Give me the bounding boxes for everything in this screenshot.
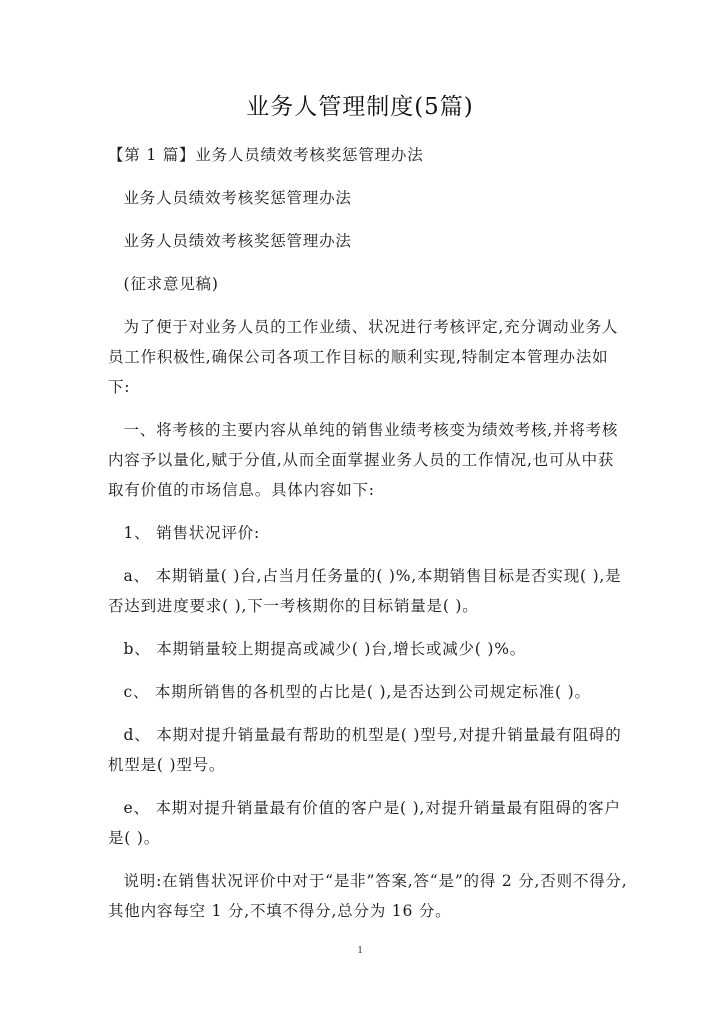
page-number: 1 [357, 944, 363, 956]
list-item: e、 本期对提升销量最有价值的客户是( ),对提升销量最有阻碍的客户是( )。 [108, 799, 621, 847]
list-item: c、 本期所销售的各机型的占比是( ),是否达到公司规定标准( )。 [123, 683, 591, 701]
paragraph: 业务人员绩效考核奖惩管理办法 [123, 189, 352, 207]
paragraph: (征求意见稿) [123, 275, 219, 293]
document-title: 业务人管理制度(5篇) [246, 94, 474, 120]
document-body [108, 140, 628, 939]
paragraph: 为了便于对业务人员的工作业绩、状况进行考核评定,充分调动业务人员工作积极性,确保公司各项工作目标的顺利实现,特制定本管理办法如下: [108, 318, 619, 396]
paragraph: 一、将考核的主要内容从单纯的销售业绩考核变为绩效考核,并将考核内容予以量化,赋于分值,从而全面掌握业务人员的工作情况,也可从中获取有价值的市场信息。具体内容如下: [108, 421, 619, 499]
list-item: b、 本期销量较上期提高或减少( )台,增长或减少( )%。 [123, 640, 527, 658]
paragraph: 业务人员绩效考核奖惩管理办法 [123, 232, 352, 250]
paragraph: 说明:在销售状况评价中对于“是非”答案,答“是”的得 2 分,否则不得分,其他内容每空 1 分,不填不得分,总分为 16 分。 [108, 872, 628, 920]
list-item: d、 本期对提升销量最有帮助的机型是( )型号,对提升销量最有阻碍的机型是( )型号。 [108, 726, 622, 774]
section-heading: 【第 1 篇】业务人员绩效考核奖惩管理办法 [108, 146, 424, 164]
list-item: a、 本期销量( )台,占当月任务量的( )%,本期销售目标是否实现( ),是否达到进度要求( ),下一考核期你的目标销量是( )。 [108, 567, 622, 615]
list-item: 1、 销售状况评价: [123, 524, 261, 542]
